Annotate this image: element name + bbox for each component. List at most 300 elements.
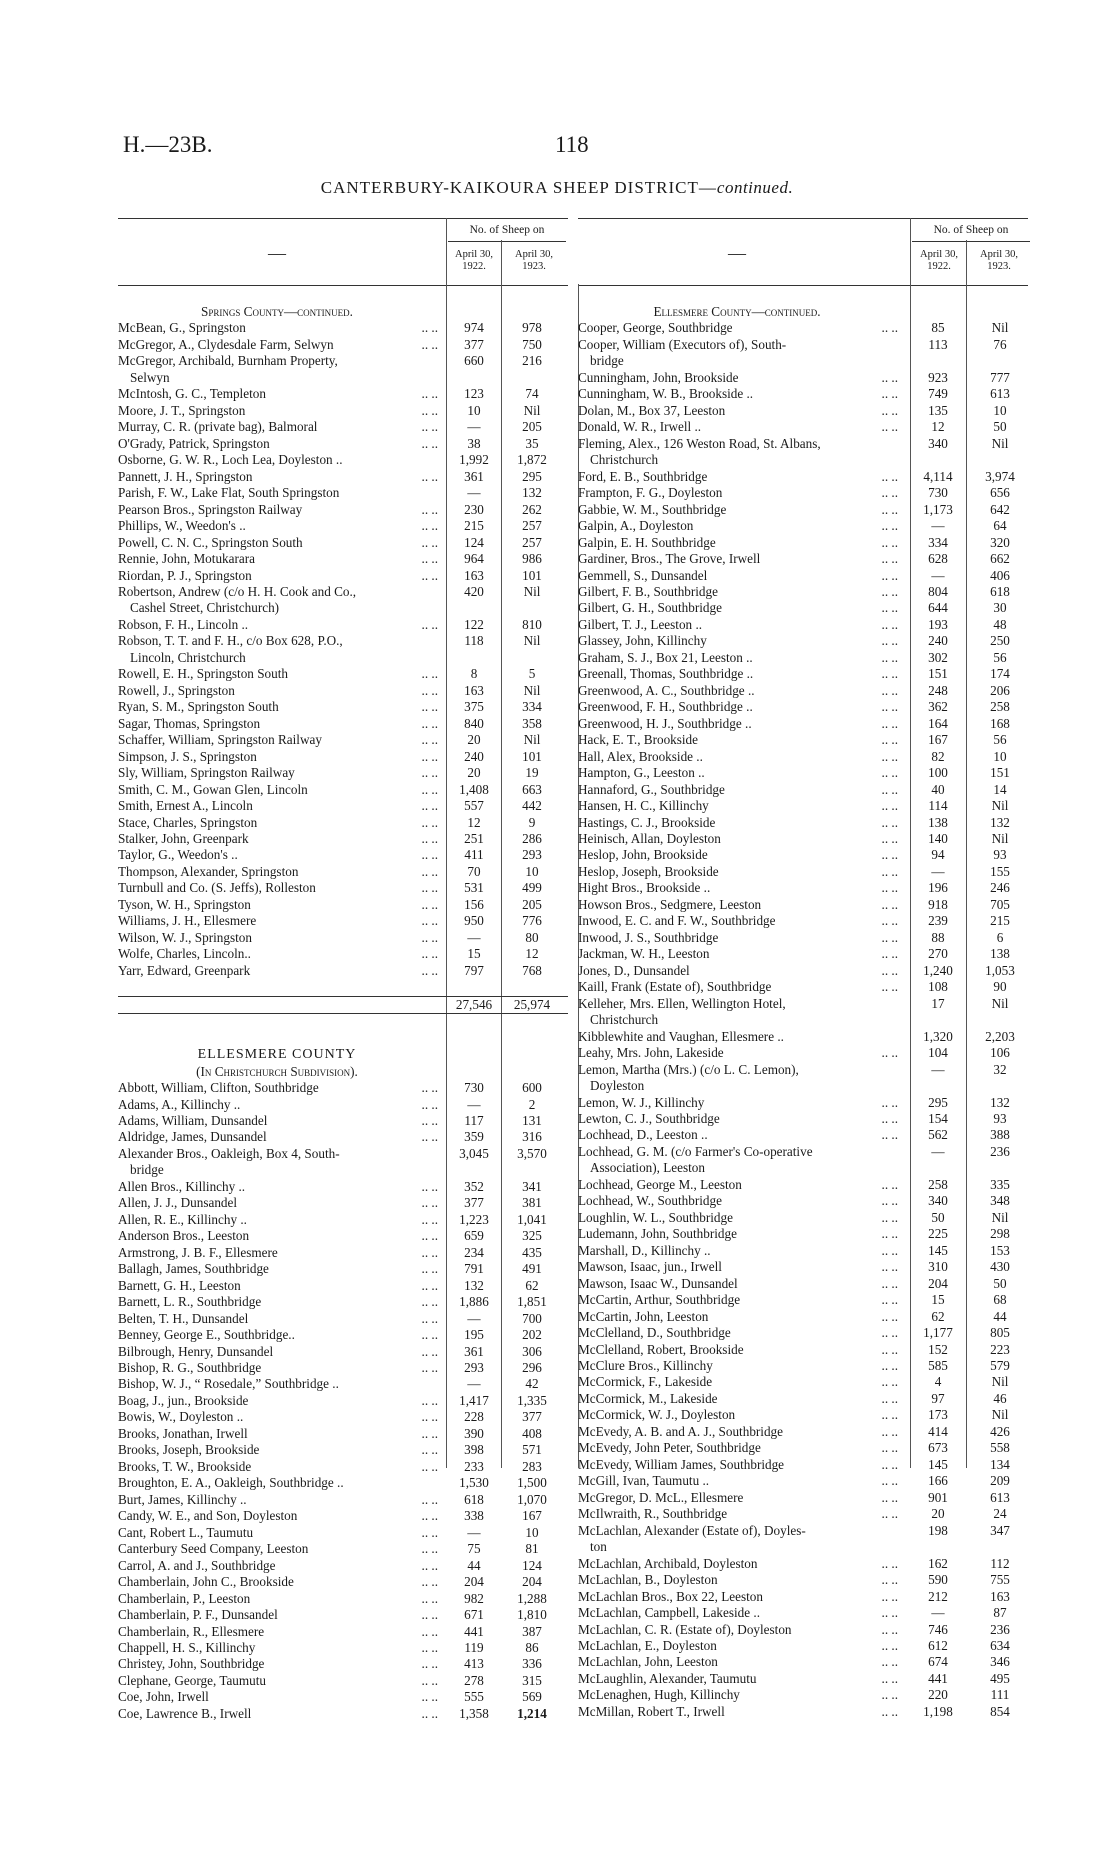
- leader-dots: .. ..: [881, 1588, 898, 1604]
- sheep-1922: 413: [464, 1656, 484, 1672]
- owner-name: Taylor, G., Weedon's ..: [118, 847, 238, 863]
- sheep-1922: 441: [928, 1670, 948, 1686]
- leader-dots: .. ..: [421, 567, 438, 583]
- table-row: [118, 1574, 568, 1590]
- owner-name: Sly, William, Springston Railway: [118, 765, 295, 781]
- table-row: [118, 683, 568, 699]
- sheep-1923: 10: [525, 863, 539, 879]
- table-row: [578, 1127, 1028, 1143]
- owner-name: Clephane, George, Taumutu: [118, 1672, 267, 1688]
- total-row: [118, 996, 568, 1014]
- owner-name: Greenwood, H. J., Southbridge ..: [578, 715, 752, 731]
- sheep-1922: 124: [464, 534, 484, 550]
- leader-dots: .. ..: [881, 880, 898, 896]
- sheep-1923: 642: [990, 501, 1010, 517]
- table-row: [118, 535, 568, 551]
- owner-name: McIlwraith, R., Southbridge: [578, 1506, 728, 1522]
- sheep-1923: 341: [522, 1178, 542, 1194]
- sheep-1923: 571: [522, 1442, 542, 1458]
- sheep-1923: 132: [990, 814, 1010, 830]
- leader-dots: .. ..: [881, 1259, 898, 1275]
- sheep-1923: 216: [522, 353, 542, 369]
- table-row: [118, 1294, 568, 1310]
- leader-dots: .. ..: [881, 1621, 898, 1637]
- sheep-1922: 70: [467, 863, 481, 879]
- table-row: [118, 518, 568, 534]
- leader-dots: .. ..: [881, 946, 898, 962]
- sheep-1922: 230: [464, 501, 484, 517]
- table-row: [118, 1640, 568, 1656]
- owner-name: McBean, G., Springston: [118, 320, 246, 336]
- sheep-1923: 111: [990, 1687, 1010, 1703]
- table-row: [118, 782, 568, 798]
- owner-name: Parish, F. W., Lake Flat, South Springston: [118, 485, 340, 501]
- sheep-1922: 270: [928, 946, 948, 962]
- owner-name: Mawson, Isaac W., Dunsandel: [578, 1275, 738, 1291]
- sheep-1923: 3,974: [985, 468, 1015, 484]
- sheep-1922: 75: [467, 1541, 481, 1557]
- table-row: [118, 1113, 568, 1129]
- table-row: [118, 1656, 568, 1672]
- table-row: [578, 765, 1028, 781]
- leader-dots: .. ..: [421, 1541, 438, 1557]
- table-row: [118, 798, 568, 814]
- owner-name: Osborne, G. W. R., Loch Lea, Doyleston ..: [118, 452, 343, 468]
- owner-name: Galpin, E. H. Southbridge: [578, 534, 716, 550]
- sheep-1923: 155: [990, 863, 1010, 879]
- table-row: [578, 386, 1028, 402]
- owner-name: Phillips, W., Weedon's ..: [118, 518, 246, 534]
- sheep-1922: 204: [928, 1275, 948, 1291]
- owner-name: Brooks, Joseph, Brookside: [118, 1442, 260, 1458]
- table-row: [118, 1195, 568, 1211]
- sheep-1922: 151: [928, 666, 948, 682]
- table-row: [578, 716, 1028, 732]
- sheep-1923: 750: [522, 336, 542, 352]
- sheep-1923: 358: [522, 715, 542, 731]
- sheep-1922: 293: [464, 1360, 484, 1375]
- sheep-1922: 791: [464, 1261, 484, 1277]
- header-dash: —: [268, 243, 286, 263]
- leader-dots: .. ..: [881, 1670, 898, 1686]
- sheep-1923: 316: [522, 1129, 542, 1145]
- sheep-1922: —: [931, 1061, 945, 1077]
- sheep-1922: 119: [464, 1639, 484, 1655]
- table-row: [578, 913, 1028, 929]
- sheep-1923: 112: [990, 1555, 1010, 1571]
- sheep-1923: 93: [993, 847, 1007, 863]
- sheep-1923: 755: [990, 1572, 1010, 1588]
- sheep-1923: 86: [525, 1639, 539, 1655]
- leader-dots: .. ..: [881, 847, 898, 863]
- owner-name: Stalker, John, Greenpark: [118, 831, 249, 846]
- sheep-1922: 164: [928, 715, 948, 731]
- sheep-1922: —: [931, 863, 945, 879]
- leader-dots: .. ..: [881, 1110, 898, 1126]
- sheep-1922: —: [467, 485, 481, 501]
- sheep-1923: 206: [990, 682, 1010, 698]
- owner-name: Alexander Bros., Oakleigh, Box 4, South-: [118, 1145, 340, 1161]
- leader-dots: .. ..: [881, 1473, 898, 1489]
- sheep-1922: 258: [928, 1176, 948, 1192]
- table-row: [118, 469, 568, 485]
- owner-name: Association), Leeston: [590, 1160, 705, 1176]
- owner-name: Rowell, J., Springston: [118, 682, 235, 698]
- sheep-1922: 228: [464, 1409, 484, 1425]
- leader-dots: .. ..: [881, 518, 898, 534]
- table-row: [118, 847, 568, 863]
- owner-name: Belten, T. H., Dunsandel: [118, 1310, 249, 1326]
- owner-name: Broughton, E. A., Oakleigh, Southbridge ..: [118, 1475, 344, 1491]
- table-row: [578, 436, 1028, 452]
- sheep-1922: 145: [928, 1456, 948, 1472]
- owner-name: Gardiner, Bros., The Grove, Irwell: [578, 551, 761, 567]
- owner-name: Abbott, William, Clifton, Southbridge: [118, 1080, 319, 1096]
- sheep-1922: 531: [464, 880, 484, 896]
- sheep-1922: 3,045: [459, 1145, 489, 1161]
- owner-name: Coe, John, Irwell: [118, 1689, 209, 1705]
- owner-name: Murray, C. R. (private bag), Balmoral: [118, 419, 318, 435]
- owner-name: Christchurch: [590, 1012, 659, 1028]
- sheep-1923: 205: [522, 419, 542, 435]
- sheep-1922: 585: [928, 1358, 948, 1373]
- owner-name: Robson, T. T. and F. H., c/o Box 628, P.O.,: [118, 633, 343, 649]
- sheep-1922: 359: [464, 1129, 484, 1145]
- sheep-1923: 74: [525, 386, 539, 402]
- owner-name: Cashel Street, Christchurch): [130, 600, 280, 616]
- table-row: [578, 584, 1028, 600]
- table-row: [578, 370, 1028, 386]
- table-row: [578, 1144, 1028, 1160]
- table-row: [118, 864, 568, 880]
- sheep-1923: 62: [525, 1277, 539, 1293]
- owner-name: Hannaford, G., Southbridge: [578, 781, 725, 797]
- owner-name: Wolfe, Charles, Lincoln..: [118, 946, 251, 962]
- table-row: [578, 1473, 1028, 1489]
- owner-name: Brooks, Jonathan, Irwell: [118, 1425, 248, 1441]
- table-row: [578, 996, 1028, 1012]
- sheep-1923: 334: [522, 699, 542, 715]
- header-col-1923: April 30, 1923.: [515, 249, 553, 272]
- table-row: [118, 386, 568, 402]
- owner-name: McEvedy, John Peter, Southbridge: [578, 1440, 761, 1456]
- sheep-1923: 408: [522, 1425, 542, 1441]
- sheep-1922: 555: [464, 1689, 484, 1705]
- sheep-1922: 94: [931, 847, 945, 863]
- table-row: [578, 897, 1028, 913]
- sheep-1923: 250: [990, 633, 1010, 649]
- table-row: [118, 1558, 568, 1574]
- leader-dots: .. ..: [881, 1572, 898, 1588]
- leader-dots: .. ..: [421, 666, 438, 682]
- sheep-1922: 1,223: [459, 1211, 489, 1227]
- owner-name: Doyleston: [590, 1078, 645, 1094]
- owner-name: Allen Bros., Killinchy ..: [118, 1178, 246, 1194]
- sheep-1923: 805: [990, 1325, 1010, 1341]
- leader-dots: .. ..: [881, 1489, 898, 1505]
- sheep-1923: 388: [990, 1127, 1010, 1143]
- sheep-1922: 10: [467, 402, 481, 418]
- table-row: [578, 502, 1028, 518]
- sheep-1922: 1,177: [923, 1325, 953, 1341]
- table-row: [578, 1012, 1028, 1028]
- sheep-1923: 167: [522, 1508, 542, 1524]
- leader-dots: .. ..: [881, 1127, 898, 1143]
- sheep-1923: 64: [993, 518, 1007, 534]
- leader-dots: .. ..: [881, 567, 898, 583]
- sheep-1922: 15: [931, 1292, 945, 1308]
- owner-name: Selwyn: [130, 369, 170, 385]
- sheep-1922: —: [931, 1605, 945, 1621]
- table-row: [118, 436, 568, 452]
- sheep-1923: 335: [990, 1176, 1010, 1192]
- table-row: [578, 1638, 1028, 1654]
- sheep-1923: 132: [522, 485, 542, 501]
- owner-name: Chappell, H. S., Killinchy: [118, 1639, 256, 1655]
- sheep-1923: 44: [993, 1308, 1007, 1324]
- leader-dots: .. ..: [421, 946, 438, 962]
- sheep-1923: 346: [990, 1654, 1010, 1670]
- sheep-1923: Nil: [523, 633, 541, 649]
- owner-name: Sagar, Thomas, Springston: [118, 715, 261, 731]
- sheep-1922: 173: [928, 1407, 948, 1423]
- owner-name: Heinisch, Allan, Doyleston: [578, 831, 721, 846]
- table-row: [578, 1687, 1028, 1703]
- sheep-1922: 377: [464, 1195, 484, 1211]
- sheep-1922: 361: [464, 1343, 484, 1359]
- leader-dots: .. ..: [421, 1656, 438, 1672]
- sheep-1922: —: [467, 1376, 481, 1392]
- owner-name: Allen, J. J., Dunsandel: [118, 1195, 238, 1211]
- sheep-1922: 122: [464, 616, 484, 632]
- leader-dots: .. ..: [421, 1310, 438, 1326]
- leader-dots: .. ..: [881, 551, 898, 567]
- leader-dots: .. ..: [421, 518, 438, 534]
- leader-dots: .. ..: [881, 1275, 898, 1291]
- sheep-1922: —: [467, 1096, 481, 1112]
- table-row: [578, 1276, 1028, 1292]
- table-row: [118, 699, 568, 715]
- sheep-1922: 982: [464, 1590, 484, 1606]
- sheep-1922: 923: [928, 369, 948, 385]
- owner-name: Lochhead, W., Southbridge: [578, 1193, 722, 1209]
- sheep-1922: 104: [928, 1045, 948, 1061]
- leader-dots: .. ..: [881, 402, 898, 418]
- table-row: [578, 452, 1028, 468]
- sheep-1923: 68: [993, 1292, 1007, 1308]
- sheep-1923: 134: [990, 1456, 1010, 1472]
- sheep-1923: 569: [522, 1689, 542, 1705]
- leader-dots: .. ..: [421, 1327, 438, 1343]
- page-title: [0, 178, 1114, 198]
- owner-name: Kibblewhite and Vaughan, Ellesmere ..: [578, 1028, 784, 1044]
- owner-name: Moore, J. T., Springston: [118, 402, 246, 418]
- table-row: [118, 666, 568, 682]
- sheep-1923: 12: [525, 946, 539, 962]
- table-row: [118, 1442, 568, 1458]
- leader-dots: .. ..: [421, 814, 438, 830]
- table-row: [118, 1376, 568, 1392]
- sheep-1922: 4,114: [923, 468, 953, 484]
- owner-name: Smith, C. M., Gowan Glen, Lincoln: [118, 781, 308, 797]
- owner-name: Ludemann, John, Southbridge: [578, 1226, 737, 1242]
- sheep-1922: 15: [467, 946, 481, 962]
- sheep-1923: Nil: [523, 583, 541, 599]
- table-row: [578, 485, 1028, 501]
- sheep-1923: 768: [522, 962, 542, 978]
- sheep-1923: 381: [522, 1195, 542, 1211]
- sheep-1923: 1,872: [517, 452, 547, 468]
- sheep-1923: 3,570: [517, 1145, 547, 1161]
- leader-dots: .. ..: [881, 1456, 898, 1472]
- table-row: [578, 864, 1028, 880]
- owner-name: Yarr, Edward, Greenpark: [118, 962, 251, 978]
- leader-dots: .. ..: [881, 699, 898, 715]
- sheep-1923: 618: [990, 583, 1010, 599]
- sheep-1922: 234: [464, 1244, 484, 1260]
- sheep-1922: 152: [928, 1341, 948, 1357]
- leader-dots: .. ..: [421, 1112, 438, 1128]
- sheep-1923: 579: [990, 1358, 1010, 1373]
- sheep-1922: 20: [467, 765, 481, 781]
- table-row: [118, 1031, 568, 1047]
- left-rows: [118, 304, 568, 1722]
- sheep-1923: 298: [990, 1226, 1010, 1242]
- table-row: [578, 650, 1028, 666]
- sheep-1923: 1,070: [517, 1491, 547, 1507]
- owner-name: Riordan, P. J., Springston: [118, 567, 252, 583]
- owner-name: Tyson, W. H., Springston: [118, 896, 251, 912]
- owner-name: Bishop, R. G., Southbridge: [118, 1360, 262, 1375]
- sheep-1922: 193: [928, 616, 948, 632]
- table-row: [578, 1193, 1028, 1209]
- sheep-1922: 1,173: [923, 501, 953, 517]
- owner-name: Wilson, W. J., Springston: [118, 929, 252, 945]
- sheep-1922: 162: [928, 1555, 948, 1571]
- owner-name: McLachlan, C. R. (Estate of), Doyleston: [578, 1621, 792, 1637]
- table-row: [118, 913, 568, 929]
- leader-dots: .. ..: [881, 534, 898, 550]
- owner-name: Galpin, A., Doyleston: [578, 518, 694, 534]
- header-rule: [912, 241, 1030, 242]
- sheep-1923: 1,810: [517, 1607, 547, 1623]
- table-row: [118, 1360, 568, 1376]
- owner-name: Cooper, George, Southbridge: [578, 320, 733, 336]
- owner-name: Heslop, Joseph, Brookside: [578, 863, 719, 879]
- sheep-1922: 97: [931, 1390, 945, 1406]
- owner-name: McGill, Ivan, Taumutu ..: [578, 1473, 710, 1489]
- sheep-1922: 113: [928, 336, 948, 352]
- table-row: [578, 815, 1028, 831]
- sheep-1923: 600: [522, 1080, 542, 1096]
- owner-name: Robertson, Andrew (c/o H. H. Cook and Co.,: [118, 583, 357, 599]
- owner-name: McLachlan, Campbell, Lakeside ..: [578, 1605, 760, 1621]
- table-row: [118, 1706, 568, 1722]
- owner-name: Candy, W. E., and Son, Doyleston: [118, 1508, 298, 1524]
- leader-dots: .. ..: [421, 1705, 438, 1721]
- section-heading: [118, 304, 568, 320]
- table-row: [118, 551, 568, 567]
- sheep-1923: 81: [525, 1541, 539, 1557]
- sheep-1923: 663: [522, 781, 542, 797]
- table-row: [118, 732, 568, 748]
- owner-name: Turnbull and Co. (S. Jeffs), Rolleston: [118, 880, 316, 896]
- sheep-1922: —: [931, 1143, 945, 1159]
- sheep-1923: 377: [522, 1409, 542, 1425]
- table-row: [578, 1654, 1028, 1670]
- owner-name: Hansen, H. C., Killinchy: [578, 798, 709, 814]
- sheep-1923: 56: [993, 732, 1007, 748]
- table-row: [578, 535, 1028, 551]
- sheep-1922: 108: [928, 979, 948, 995]
- leader-dots: .. ..: [421, 616, 438, 632]
- leader-dots: .. ..: [881, 1605, 898, 1621]
- leader-dots: .. ..: [881, 913, 898, 929]
- leader-dots: .. ..: [881, 1325, 898, 1341]
- table-row: [118, 1459, 568, 1475]
- header-col-1923: April 30, 1923.: [980, 249, 1018, 272]
- sheep-1922: 361: [464, 468, 484, 484]
- table-row: [578, 1325, 1028, 1341]
- sheep-1922: 212: [928, 1588, 948, 1604]
- leader-dots: .. ..: [421, 468, 438, 484]
- owner-name: Greenwood, A. C., Southbridge ..: [578, 682, 755, 698]
- sheep-1923: Nil: [991, 435, 1009, 451]
- owner-name: Dolan, M., Box 37, Leeston: [578, 402, 726, 418]
- sheep-1922: 557: [464, 798, 484, 814]
- table-row: [578, 1160, 1028, 1176]
- header-group-label: No. of Sheep on: [933, 224, 1009, 236]
- sheep-1922: 20: [467, 732, 481, 748]
- sheep-1922: 746: [928, 1621, 948, 1637]
- owner-name: Ryan, S. M., Springston South: [118, 699, 279, 715]
- table-row: [118, 831, 568, 847]
- table-row: [578, 320, 1028, 336]
- leader-dots: .. ..: [421, 1228, 438, 1244]
- sheep-1922: 118: [464, 633, 484, 649]
- table-row: [578, 1292, 1028, 1308]
- leader-dots: .. ..: [421, 1195, 438, 1211]
- leader-dots: .. ..: [421, 748, 438, 764]
- sheep-1923: 430: [990, 1259, 1010, 1275]
- right-rows: [578, 304, 1028, 1720]
- table-row: [578, 1342, 1028, 1358]
- table-row: [118, 584, 568, 600]
- leader-dots: .. ..: [421, 715, 438, 731]
- sheep-1923: 80: [525, 929, 539, 945]
- sheep-1923: 246: [990, 880, 1010, 896]
- sheep-1923: 283: [522, 1458, 542, 1474]
- table-row: [118, 1327, 568, 1343]
- table-row: [118, 370, 568, 386]
- leader-dots: .. ..: [421, 929, 438, 945]
- table-row: [578, 1539, 1028, 1555]
- table-row: [118, 1409, 568, 1425]
- table-row: [578, 1045, 1028, 1061]
- table-row: [118, 1261, 568, 1277]
- leader-dots: .. ..: [881, 1374, 898, 1390]
- leader-dots: .. ..: [881, 600, 898, 616]
- title-main: CANTERBURY-KAIKOURA SHEEP DISTRICT—: [320, 178, 717, 197]
- sheep-1922: 117: [464, 1112, 484, 1128]
- leader-dots: .. ..: [421, 1590, 438, 1606]
- table-row: [118, 963, 568, 979]
- owner-name: McLachlan, Alexander (Estate of), Doyles-: [578, 1522, 806, 1538]
- owner-name: Glassey, John, Killinchy: [578, 633, 707, 649]
- sheep-1922: 220: [928, 1687, 948, 1703]
- sheep-1923: 613: [990, 1489, 1010, 1505]
- owner-name: Adams, William, Dunsandel: [118, 1112, 268, 1128]
